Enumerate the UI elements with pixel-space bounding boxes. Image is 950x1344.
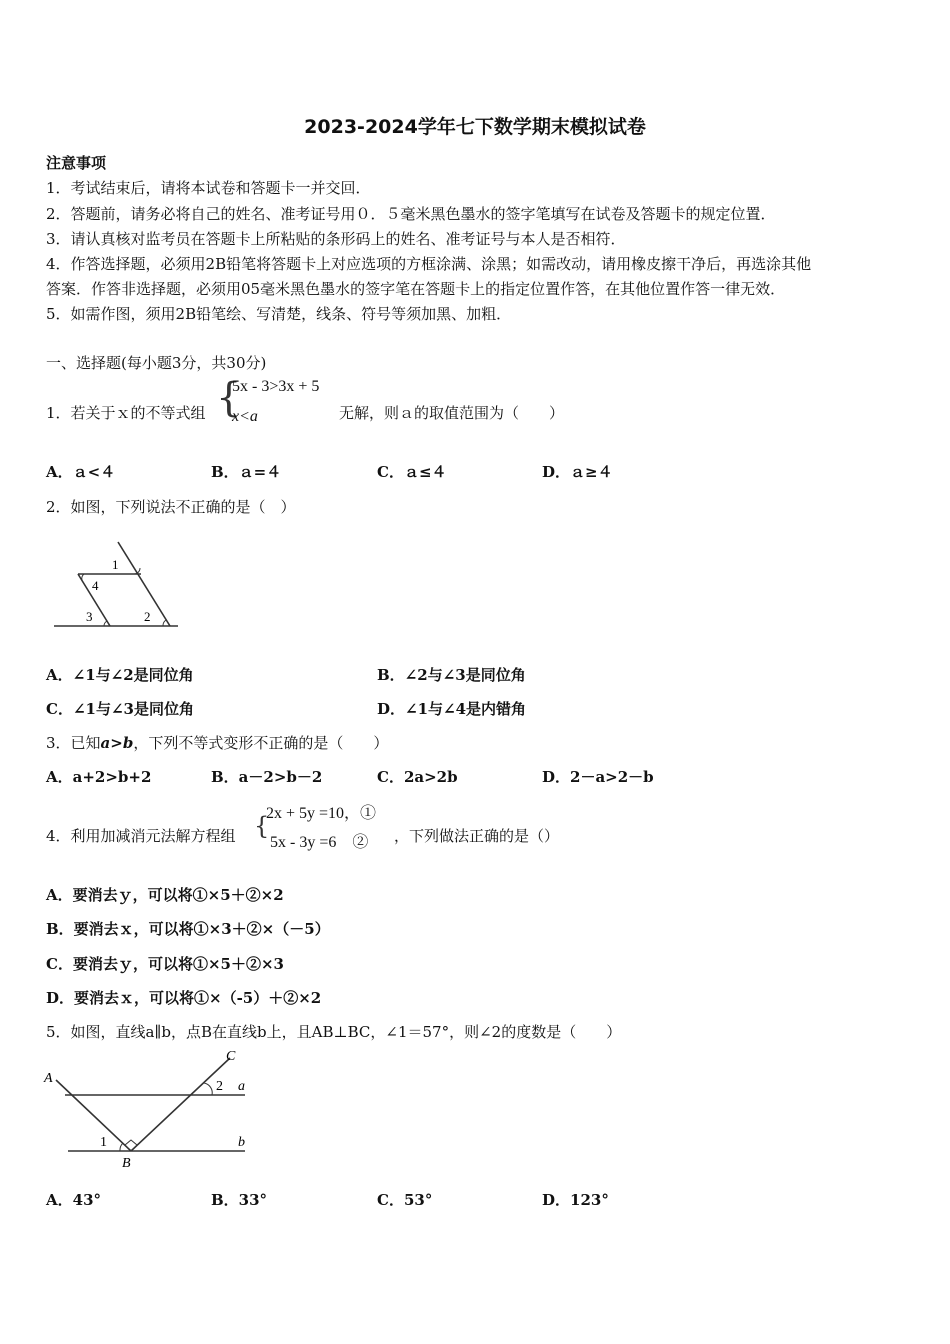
q3-option-a[interactable]: A．a+2>b+2 [46,768,152,786]
q4-option-c[interactable]: C．要消去ｙ，可以将①×5＋②×3 [46,955,284,973]
section-heading: 一、选择题(每小题3分，共30分) [46,354,267,372]
q1-prefix: 1．若关于ｘ的不等式组 [46,404,206,422]
q3-stem-math: a>b [100,734,134,752]
q4-equation-1: 2x + 5y =10，① [266,805,377,822]
q4-prefix: 4．利用加减消元法解方程组 [46,827,236,845]
q2-option-c[interactable]: C．∠1与∠3是同位角 [46,700,194,718]
q5-label-a: a [238,1079,245,1094]
q5-label-1: 1 [100,1135,107,1150]
q5-label-C: C [226,1049,236,1064]
q3-option-b[interactable]: B．a－2>b－2 [211,768,323,786]
q2-figure [48,532,188,636]
q2-label-2: 2 [144,609,151,624]
notice-heading: 注意事项 [46,154,107,172]
q1-suffix: 无解，则ａ的取值范围为（ ） [339,404,565,422]
q5-segment-AB [56,1080,131,1151]
q5-option-c[interactable]: C．53° [377,1191,433,1209]
q1-option-a[interactable]: A．ａ<４ [46,463,116,481]
q5-angle-arc-2 [204,1083,212,1095]
q5-segment-BC [131,1058,230,1151]
q2-label-3: 3 [86,609,93,624]
q3-stem-suffix: ，下列不等式变形不正确的是（ ） [133,734,389,752]
q3-option-d[interactable]: D．2－a>2－b [542,768,654,786]
q2-label-1: 1 [112,557,119,572]
q5-right-angle-mark [125,1140,137,1145]
page-title: 2023-2024学年七下数学期末模拟试卷 [304,116,646,138]
q3-option-c[interactable]: C．2a>2b [377,768,458,786]
q2-stem: 2．如图，下列说法不正确的是（ ） [46,498,296,516]
q5-label-2: 2 [216,1079,223,1094]
q5-option-b[interactable]: B．33° [211,1191,268,1209]
q5-angle-arc-1 [120,1143,123,1151]
q4-option-b[interactable]: B．要消去ｘ，可以将①×3＋②×（－5） [46,920,330,938]
q4-option-d[interactable]: D．要消去ｘ，可以将①×（-5）＋②×2 [46,989,322,1007]
q1-option-d[interactable]: D．ａ≥４ [542,463,613,481]
q4-brace: { [254,812,270,840]
q4-option-a[interactable]: A．要消去ｙ，可以将①×5＋②×2 [46,886,284,904]
q1-brace: { [216,375,242,421]
q3-stem-prefix: 3．已知 [46,734,101,752]
q2-option-d[interactable]: D．∠1与∠4是内错角 [377,700,527,718]
q4-equation-2: 5x - 3y =6 ② [270,834,369,851]
notice-item: 答案．作答非选择题，必须用05毫米黑色墨水的签字笔在答题卡上的指定位置作答，在其他位置作答一律无效． [46,280,786,298]
q2-option-b[interactable]: B．∠2与∠3是同位角 [377,666,526,684]
q5-option-d[interactable]: D．123° [542,1191,609,1209]
q5-label-B: B [122,1156,131,1171]
q5-option-a[interactable]: A．43° [46,1191,102,1209]
q1-inequality-1: 5x - 3>3x + 5 [232,378,320,395]
q5-stem: 5．如图，直线a∥b，点B在直线b上，且AB⊥BC，∠1＝57°，则∠2的度数是（ ） [46,1023,622,1041]
q2-option-a[interactable]: A．∠1与∠2是同位角 [46,666,194,684]
notice-item: 2．答题前，请务必将自己的姓名、准考证号用０．５毫米黑色墨水的签字笔填写在试卷及答题卡的规定位置． [46,205,776,223]
q4-suffix: ，下列做法正确的是（） [394,827,560,845]
q1-option-c[interactable]: C．ａ≤４ [377,463,447,481]
notice-item: 5．如需作图，须用2B铅笔绘、写清楚，线条、符号等须加黑、加粗． [46,305,512,323]
q5-label-b: b [238,1135,245,1150]
notice-item: 4．作答选择题，必须用2B铅笔将答题卡上对应选项的方框涂满、涂黑；如需改动，请用橡皮擦干净后，再选涂其他 [46,255,812,273]
q1-inequality-2: x<a [232,408,258,425]
q5-label-A: A [44,1071,53,1086]
q2-angle-arc-2 [163,620,166,626]
q3-stem [46,732,388,753]
q2-angle-arc-4 [82,574,84,580]
q5-figure [40,1044,255,1174]
notice-item: 3．请认真核对监考员在答题卡上所粘贴的条形码上的姓名、准考证号与本人是否相符． [46,230,626,248]
q2-label-4: 4 [92,578,99,593]
q1-option-b[interactable]: B．ａ=４ [211,463,282,481]
notice-item: 1．考试结束后，请将本试卷和答题卡一并交回． [46,179,371,197]
